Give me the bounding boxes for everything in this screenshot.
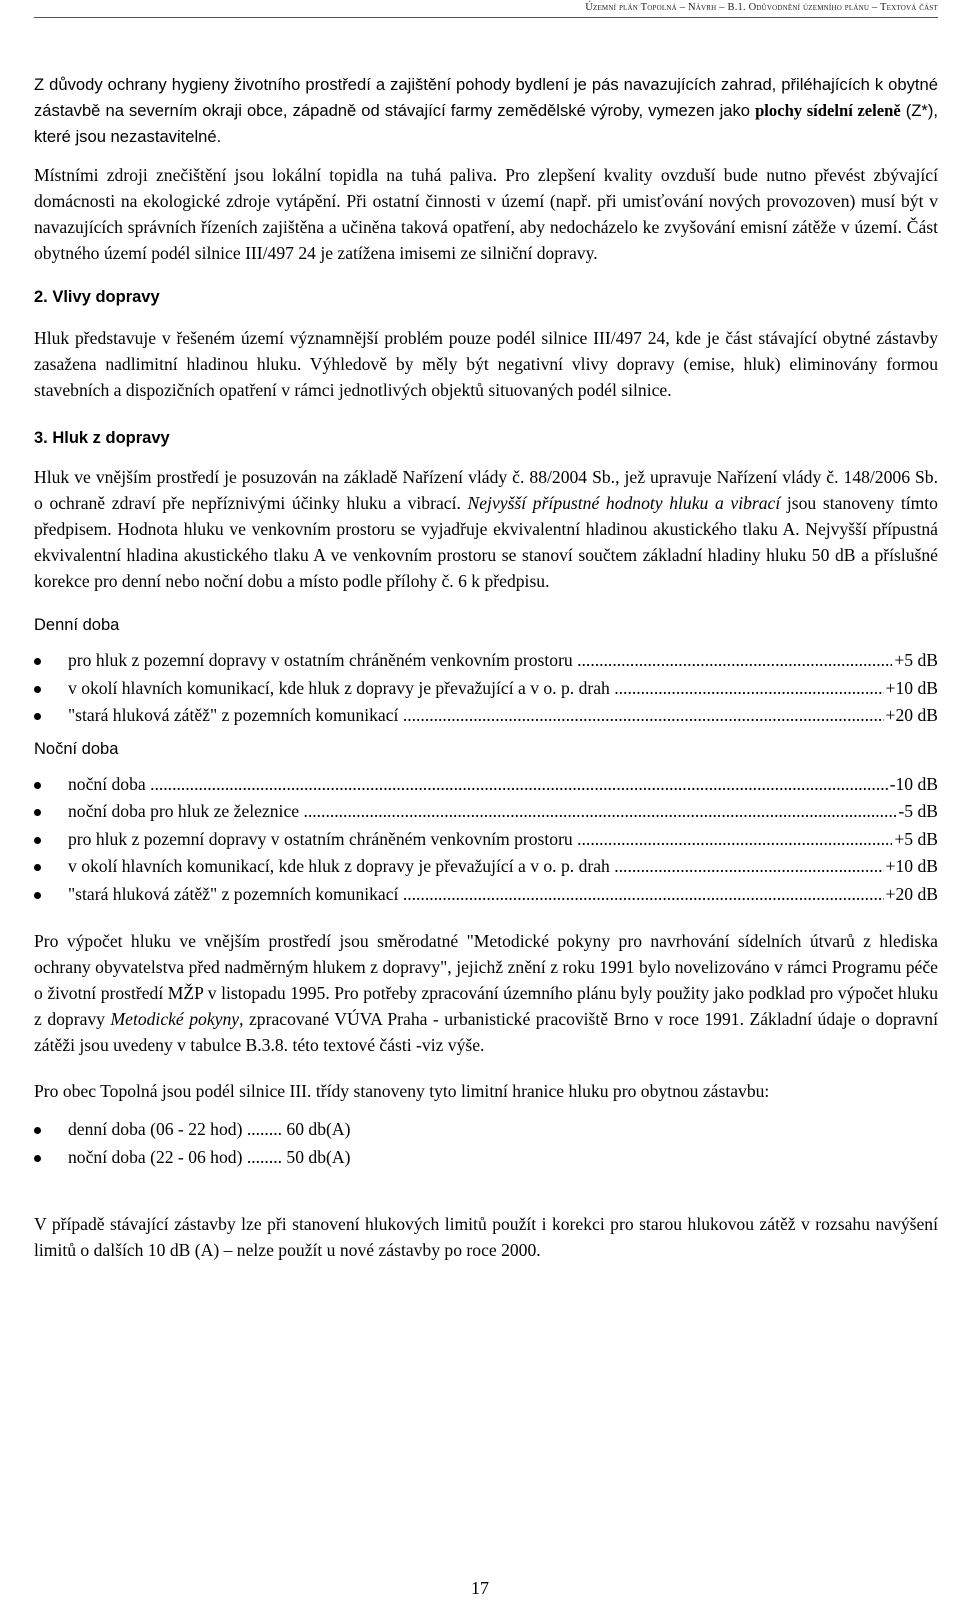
item-value: +5 dB — [894, 650, 938, 670]
item-value: +20 dB — [885, 705, 938, 725]
item-value: 50 db(A) — [286, 1146, 351, 1167]
item-value: +10 dB — [885, 677, 938, 698]
list-item: noční doba (22 - 06 hod) ........ 50 db(A) — [34, 1144, 938, 1172]
night-corrections-list — [34, 771, 938, 909]
list-item — [34, 826, 938, 854]
paragraph-existing-buildings: V případě stávající zástavby lze při stanovení hlukových limitů použít i korekci pro starou hlukovou zátěž v rozsahu navýšení limitů o dalších 10 dB (A) – nelze použít u nové zástavby po roce 2000. — [34, 1214, 938, 1260]
paragraph-text: (Z*), které jsou nezastavitelné. — [34, 101, 938, 146]
bold-term: plochy sídelní zeleně — [755, 101, 901, 120]
paragraph-methodology — [34, 928, 938, 1058]
paragraph-text: , zpracované VÚVA Praha - urbanistické pracoviště Brno v roce 1991. Základní údaje o dopravní zátěži jsou uvedeny v tabulce B.3.8. této textové části -viz výše. — [34, 1009, 938, 1055]
item-value: -10 dB — [889, 773, 938, 794]
list-item — [34, 881, 938, 909]
list-item — [34, 771, 938, 799]
section-heading-noise: 3. Hluk z dopravy — [34, 429, 170, 447]
running-header: Územní plán Topolná – Návrh – B.1. Odůvodnění územního plánu – Textová část — [585, 2, 938, 13]
bullet-icon — [34, 782, 41, 789]
item-value: +20 dB — [885, 883, 938, 904]
list-item: denní doba (06 - 22 hod) ........ 60 db(A) — [34, 1116, 938, 1144]
item-label: pro hluk z pozemní dopravy v ostatním chráněném venkovním prostoru ..... — [68, 647, 892, 675]
paragraph-text: Pro výpočet hluku ve vnějším prostředí jsou směrodatné "Metodické pokyny pro navrhování sídelních útvarů z hlediska ochrany obyvatelstva před nadměrným hlukem z dopravy", jejichž znění z roku 1991 bylo novelizováno v rámci Programu péče o životní prostředí MŽP v listopadu 1995. Pro potřeby zpracování územního plánu byly použity jako podklad pro výpočet hluku z dopravy — [34, 931, 938, 1029]
document-body — [34, 72, 938, 1263]
bullet-icon — [34, 864, 41, 871]
item-label: "stará hluková zátěž" z pozemních komunikací ..... — [68, 881, 884, 909]
item-label: "stará hluková zátěž" z pozemních komunikací ..... — [68, 702, 884, 730]
day-corrections-list — [34, 647, 938, 730]
paragraph-text: jsou stanoveny tímto předpisem. Hodnota hluku ve venkovním prostoru se vyjadřuje ekvivalentní hladinou akustického tlaku A. Nejvyšší přípustná ekvivalentní hladina akustického tlaku A ve venkovním prostoru se stanoví součtem základní hladiny hluku 50 dB a příslušné korekce pro denní nebo noční dobu a místo podle přílohy č. 6 k předpisu. — [34, 493, 938, 591]
bullet-icon — [34, 837, 41, 844]
paragraph-air-quality: Místními zdroji znečištění jsou lokální topidla na tuhá paliva. Pro zlepšení kvality ovzduší bude nutno převést zbývající domácnosti na ekologické zdroje vytápění. Při ostatní činnosti v území (např. při umisťování nových provozoven) musí být v navazujících správních řízeních zajištěna a učiněna taková opatření, aby nedocházelo ke zvyšování emisní zátěže v území. Část obytného území podél silnice III/497 24 je zatížena imisemi ze silniční dopravy. — [34, 165, 938, 263]
italic-term: Metodické pokyny — [110, 1009, 240, 1029]
item-value: -5 dB — [898, 801, 938, 821]
bullet-icon — [34, 1155, 41, 1162]
list-item — [34, 702, 938, 730]
item-label: noční doba (22 - 06 hod) — [68, 1146, 243, 1167]
bullet-icon — [34, 892, 41, 899]
item-label: pro hluk z pozemní dopravy v ostatním chráněném venkovním prostoru ..... — [68, 826, 892, 854]
item-label: v okolí hlavních komunikací, kde hluk z dopravy je převažující a v o. p. drah ..... — [68, 853, 884, 881]
bullet-icon — [34, 809, 41, 816]
list-item — [34, 798, 938, 826]
bullet-icon — [34, 713, 41, 720]
bullet-icon — [34, 1127, 41, 1134]
day-time-heading: Denní doba — [34, 616, 120, 634]
paragraph-traffic: Hluk představuje v řešeném území významnější problém pouze podél silnice III/497 24, kde je část stávající obytné zástavby zasažena nadlimitní hladinou hluku. Výhledově by měly být negativní vlivy dopravy (emise, hluk) eliminovány formou stavebních a dispozičních opatření v rámci jednotlivých objektů situovaných podél silnice. — [34, 328, 938, 400]
italic-term: Nejvyšší přípustné hodnoty hluku a vibrací — [467, 493, 781, 513]
section-heading-traffic: 2. Vlivy dopravy — [34, 288, 160, 306]
paragraph-text: Hluk ve vnějším prostředí je posuzován na základě Nařízení vlády č. 88/2004 Sb., jež upravuje Nařízení vlády č. 148/2006 Sb. o ochraně zdraví pře nepříznivými účinky hluku a vibrací. — [34, 467, 938, 513]
bullet-icon — [34, 658, 41, 665]
page-number: 17 — [471, 1578, 489, 1598]
list-item — [34, 853, 938, 881]
paragraph-noise — [34, 464, 938, 594]
bullet-icon — [34, 686, 41, 693]
item-label: noční doba ..... — [68, 771, 888, 799]
item-value: 60 db(A) — [286, 1119, 351, 1139]
item-label: denní doba (06 - 22 hod) — [68, 1119, 243, 1139]
list-item — [34, 647, 938, 675]
night-time-heading: Noční doba — [34, 739, 119, 758]
paragraph-limits-intro: Pro obec Topolná jsou podél silnice III. třídy stanoveny tyto limitní hranice hluku pro obytnou zástavbu: — [34, 1081, 770, 1101]
item-value: +5 dB — [894, 828, 938, 849]
paragraph-text: Z důvody ochrany hygieny životního prostředí a zajištění pohody bydlení je pás navazujících zahrad, přiléhajících k obytné zástavbě na severním okraji obce, západně od stávající farmy zemědělské výroby, vymezen jako — [34, 75, 938, 120]
item-label: noční doba pro hluk ze železnice ..... — [68, 798, 896, 826]
item-value: +10 dB — [885, 856, 938, 876]
item-label: v okolí hlavních komunikací, kde hluk z dopravy je převažující a v o. p. drah ..... — [68, 675, 884, 703]
header-rule — [34, 17, 938, 18]
paragraph-green-zone — [34, 72, 938, 150]
list-item — [34, 675, 938, 703]
limits-list — [34, 1116, 938, 1171]
